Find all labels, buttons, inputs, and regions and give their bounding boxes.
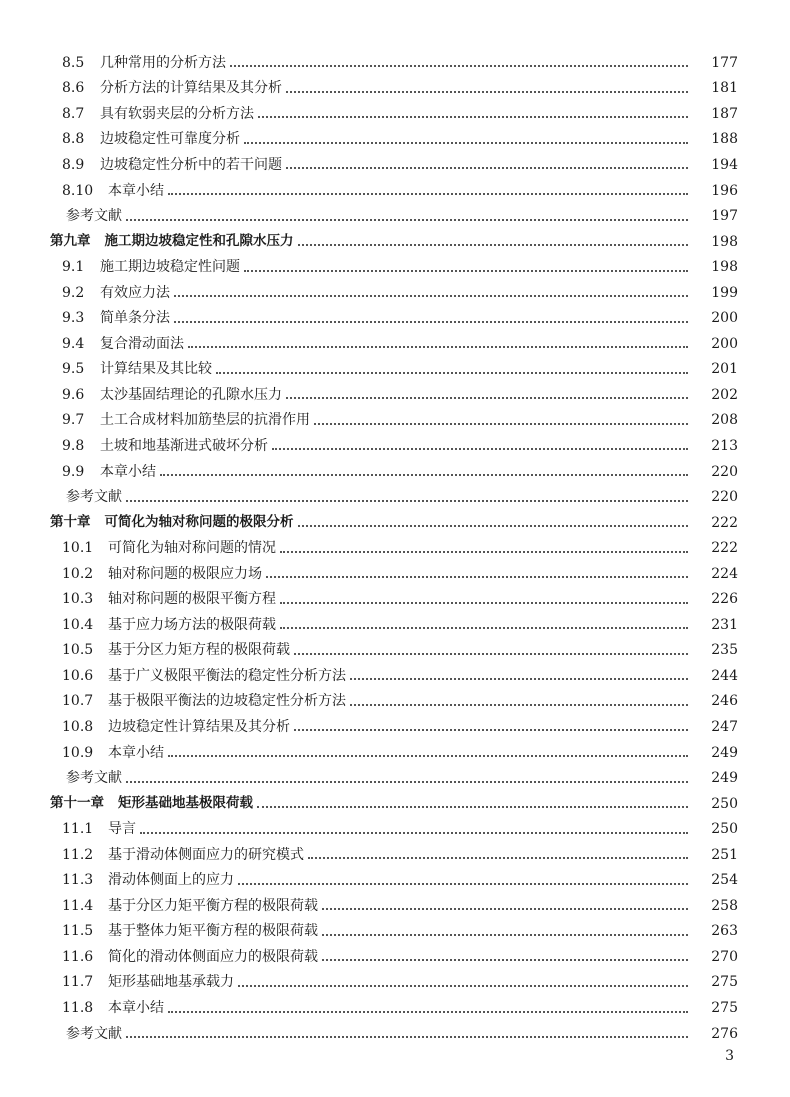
toc-section-entry[interactable] — [0, 638, 790, 664]
toc-entry-title: 计算结果及其比较 — [100, 361, 212, 378]
toc-entry-title: 基于应力场方法的极限荷载 — [108, 616, 276, 633]
toc-entry-page: 251 — [711, 846, 738, 863]
toc-dot-leader — [272, 447, 688, 450]
toc-entry-number: 11.2 — [62, 846, 94, 863]
toc-section-entry[interactable] — [0, 76, 790, 102]
toc-entry-title: 简化的滑动体侧面应力的极限荷载 — [108, 948, 318, 965]
toc-entry-page: 196 — [711, 182, 738, 199]
toc-entry-title: 参考文献 — [66, 770, 122, 787]
toc-dot-leader — [286, 396, 688, 399]
toc-dot-leader — [322, 933, 688, 936]
toc-entry-page: 200 — [711, 335, 738, 352]
toc-entry-page: 200 — [711, 310, 738, 327]
toc-dot-leader — [126, 218, 688, 221]
toc-entry-page: 270 — [711, 948, 738, 965]
toc-entry-number: 11.8 — [62, 1000, 94, 1016]
toc-entry-page: 222 — [711, 514, 738, 531]
toc-entry-number: 10.2 — [62, 565, 94, 582]
toc-entry-page: 202 — [711, 386, 738, 403]
toc-entry-number: 10.7 — [62, 693, 94, 710]
toc-section-entry[interactable] — [0, 178, 790, 204]
toc-entry-page: 201 — [711, 361, 738, 378]
toc-entry-title: 太沙基固结理论的孔隙水压力 — [100, 386, 282, 403]
toc-section-entry[interactable] — [0, 663, 790, 689]
toc-entry-number: 9.3 — [62, 310, 85, 327]
toc-section-entry[interactable] — [0, 408, 790, 434]
toc-entry-page: 220 — [711, 489, 738, 506]
toc-dot-leader — [244, 269, 688, 272]
toc-entry-number: 11.3 — [62, 872, 94, 889]
toc-dot-leader — [266, 575, 688, 578]
toc-section-entry[interactable] — [0, 868, 790, 894]
toc-references-entry[interactable] — [0, 1021, 790, 1047]
toc-dot-leader — [126, 1035, 688, 1038]
toc-dot-leader — [174, 294, 688, 297]
toc-references-entry[interactable] — [0, 765, 790, 791]
toc-entry-page: 187 — [711, 105, 738, 122]
toc-references-entry[interactable] — [0, 484, 790, 510]
toc-entry-page: 188 — [711, 131, 738, 148]
toc-section-entry[interactable] — [0, 689, 790, 715]
toc-entry-number: 11.1 — [62, 821, 94, 838]
toc-entry-title: 土坡和地基渐进式破坏分析 — [100, 437, 268, 454]
toc-entry-number: 8.7 — [62, 105, 85, 122]
toc-entry-title: 有效应力法 — [100, 284, 170, 301]
toc-entry-title: 边坡稳定性计算结果及其分析 — [108, 718, 290, 735]
toc-entry-title: 轴对称问题的极限平衡方程 — [108, 591, 276, 608]
toc-entry-title: 滑动体侧面上的应力 — [108, 872, 234, 889]
toc-section-entry[interactable] — [0, 842, 790, 868]
toc-entry-title: 几种常用的分析方法 — [100, 54, 226, 71]
toc-dot-leader — [168, 192, 688, 195]
toc-dot-leader — [140, 831, 688, 834]
toc-entry-page: 231 — [711, 616, 738, 633]
toc-entry-number: 8.5 — [62, 54, 85, 71]
toc-dot-leader — [174, 320, 688, 323]
toc-entry-number: 11.6 — [62, 948, 94, 965]
toc-dot-leader — [308, 856, 688, 859]
toc-dot-leader — [280, 601, 688, 604]
toc-entry-title: 本章小结 — [100, 463, 156, 480]
toc-entry-page: 258 — [711, 897, 738, 914]
toc-section-entry[interactable] — [0, 612, 790, 638]
toc-entry-page: 249 — [711, 770, 738, 787]
toc-dot-leader — [188, 345, 688, 348]
toc-dot-leader — [280, 626, 688, 629]
toc-entry-number: 10.1 — [62, 540, 94, 557]
toc-section-entry[interactable] — [0, 152, 790, 178]
toc-entry-title: 简单条分法 — [100, 310, 170, 327]
toc-entry-number: 9.6 — [62, 386, 85, 403]
toc-entry-title: 基于极限平衡法的边坡稳定性分析方法 — [108, 693, 346, 710]
toc-entry-title: 本章小结 — [108, 182, 164, 199]
toc-dot-leader — [294, 652, 688, 655]
toc-section-entry[interactable] — [0, 254, 790, 280]
toc-entry-number: 11.5 — [62, 923, 94, 940]
toc-entry-title: 边坡稳定性可靠度分析 — [100, 131, 240, 148]
toc-dot-leader — [216, 371, 688, 374]
toc-entry-page: 181 — [711, 80, 738, 97]
toc-dot-leader — [350, 703, 688, 706]
table-of-contents — [0, 50, 790, 1046]
toc-entry-page: 250 — [711, 821, 738, 838]
toc-dot-leader — [258, 115, 688, 118]
toc-references-entry[interactable] — [0, 203, 790, 229]
toc-entry-number: 9.5 — [62, 361, 85, 378]
toc-dot-leader — [322, 907, 688, 910]
toc-entry-number: 9.4 — [62, 335, 85, 352]
toc-section-entry[interactable] — [0, 357, 790, 383]
toc-entry-title: 施工期边坡稳定性问题 — [100, 259, 240, 276]
toc-entry-page: 220 — [711, 463, 738, 480]
toc-section-entry[interactable] — [0, 944, 790, 970]
toc-section-entry[interactable] — [0, 995, 790, 1021]
toc-entry-page: 254 — [711, 872, 738, 889]
toc-entry-title: 可简化为轴对称问题的极限分析 — [104, 513, 294, 530]
toc-section-entry[interactable] — [0, 893, 790, 919]
toc-dot-leader — [298, 243, 689, 246]
toc-entry-number: 11.7 — [62, 974, 94, 991]
toc-entry-number: 10.9 — [62, 744, 94, 761]
toc-dot-leader — [322, 958, 688, 961]
toc-entry-page: 250 — [711, 795, 738, 812]
toc-entry-page: 244 — [711, 667, 738, 684]
toc-entry-title: 边坡稳定性分析中的若干问题 — [100, 156, 282, 173]
toc-section-entry[interactable] — [0, 740, 790, 766]
toc-section-entry[interactable] — [0, 459, 790, 485]
toc-entry-number: 9.2 — [62, 284, 85, 301]
toc-entry-title: 导言 — [108, 821, 136, 838]
toc-section-entry[interactable] — [0, 535, 790, 561]
toc-entry-number: 第十一章 — [50, 794, 104, 811]
toc-section-entry[interactable] — [0, 970, 790, 996]
toc-entry-title: 施工期边坡稳定性和孔隙水压力 — [104, 232, 294, 249]
toc-dot-leader — [280, 550, 688, 553]
toc-entry-number: 10.4 — [62, 616, 94, 633]
toc-entry-title: 基于分区力矩方程的极限荷载 — [108, 642, 290, 659]
toc-entry-title: 本章小结 — [108, 1000, 164, 1016]
toc-entry-title: 具有软弱夹层的分析方法 — [100, 105, 254, 122]
toc-entry-number: 8.10 — [62, 182, 94, 199]
toc-entry-title: 复合滑动面法 — [100, 335, 184, 352]
toc-dot-leader — [160, 473, 688, 476]
toc-section-entry[interactable] — [0, 280, 790, 306]
toc-dot-leader — [257, 805, 688, 808]
toc-dot-leader — [168, 754, 688, 757]
toc-entry-page: 198 — [711, 233, 738, 250]
toc-section-entry[interactable] — [0, 816, 790, 842]
toc-entry-page: 275 — [711, 974, 738, 991]
toc-dot-leader — [286, 90, 688, 93]
toc-entry-title: 本章小结 — [108, 744, 164, 761]
toc-entry-title: 轴对称问题的极限应力场 — [108, 565, 262, 582]
toc-dot-leader — [126, 780, 688, 783]
toc-entry-title: 参考文献 — [66, 208, 122, 225]
toc-entry-page: 247 — [711, 718, 738, 735]
toc-section-entry[interactable] — [0, 101, 790, 127]
toc-entry-number: 第九章 — [50, 232, 91, 249]
toc-entry-number: 10.8 — [62, 718, 94, 735]
toc-section-entry[interactable] — [0, 433, 790, 459]
toc-section-entry[interactable] — [0, 305, 790, 331]
toc-dot-leader — [126, 499, 688, 502]
toc-section-entry[interactable] — [0, 331, 790, 357]
toc-entry-number: 8.6 — [62, 80, 85, 97]
toc-entry-page: 222 — [711, 540, 738, 557]
toc-entry-page: 276 — [711, 1025, 738, 1042]
toc-entry-page: 263 — [711, 923, 738, 940]
toc-entry-page: 199 — [711, 284, 738, 301]
toc-entry-number: 10.5 — [62, 642, 94, 659]
toc-entry-title: 基于滑动体侧面应力的研究模式 — [108, 846, 304, 863]
toc-entry-number: 10.3 — [62, 591, 94, 608]
toc-chapter-entry[interactable] — [0, 510, 790, 536]
toc-entry-page: 235 — [711, 642, 738, 659]
toc-entry-number: 9.7 — [62, 412, 85, 429]
toc-entry-number: 10.6 — [62, 667, 94, 684]
toc-chapter-entry[interactable] — [0, 791, 790, 817]
toc-entry-number: 11.4 — [62, 897, 94, 914]
toc-section-entry[interactable] — [0, 714, 790, 740]
toc-entry-page: 249 — [711, 744, 738, 761]
toc-entry-title: 参考文献 — [66, 1025, 122, 1042]
toc-entry-page: 224 — [711, 565, 738, 582]
toc-entry-title: 分析方法的计算结果及其分析 — [100, 80, 282, 97]
toc-entry-number: 9.1 — [62, 259, 85, 276]
toc-entry-page: 275 — [711, 1000, 738, 1016]
toc-entry-page: 198 — [711, 259, 738, 276]
toc-entry-title: 可简化为轴对称问题的情况 — [108, 540, 276, 557]
toc-entry-page: 177 — [711, 54, 738, 71]
toc-entry-page: 226 — [711, 591, 738, 608]
toc-dot-leader — [298, 524, 689, 527]
toc-entry-page: 197 — [711, 208, 738, 225]
toc-entry-page: 208 — [711, 412, 738, 429]
toc-dot-leader — [168, 1010, 688, 1013]
toc-dot-leader — [238, 882, 688, 885]
toc-entry-number: 9.9 — [62, 463, 85, 480]
toc-entry-page: 194 — [711, 156, 738, 173]
toc-section-entry[interactable] — [0, 382, 790, 408]
toc-entry-number: 9.8 — [62, 437, 85, 454]
toc-entry-page: 246 — [711, 693, 738, 710]
toc-dot-leader — [294, 728, 688, 731]
toc-dot-leader — [314, 422, 688, 425]
toc-entry-title: 土工合成材料加筋垫层的抗滑作用 — [100, 412, 310, 429]
toc-section-entry[interactable] — [0, 127, 790, 153]
toc-section-entry[interactable] — [0, 50, 790, 76]
toc-entry-number: 8.8 — [62, 131, 85, 148]
toc-dot-leader — [286, 166, 688, 169]
toc-entry-number: 8.9 — [62, 156, 85, 173]
toc-dot-leader — [230, 64, 688, 67]
toc-section-entry[interactable] — [0, 561, 790, 587]
toc-entry-title: 基于分区力矩平衡方程的极限荷载 — [108, 897, 318, 914]
toc-entry-title: 参考文献 — [66, 489, 122, 506]
toc-dot-leader — [238, 984, 688, 987]
toc-entry-page: 213 — [711, 437, 738, 454]
toc-section-entry[interactable] — [0, 919, 790, 945]
toc-dot-leader — [350, 677, 688, 680]
toc-section-entry[interactable] — [0, 586, 790, 612]
toc-entry-title: 基于广义极限平衡法的稳定性分析方法 — [108, 667, 346, 684]
toc-entry-title: 矩形基础地基极限荷载 — [118, 794, 253, 811]
toc-entry-title: 基于整体力矩平衡方程的极限荷载 — [108, 923, 318, 940]
toc-entry-number: 第十章 — [50, 513, 91, 530]
page-number: 3 — [725, 1048, 734, 1064]
toc-chapter-entry[interactable] — [0, 229, 790, 255]
toc-dot-leader — [244, 141, 688, 144]
toc-entry-title: 矩形基础地基承载力 — [108, 974, 234, 991]
